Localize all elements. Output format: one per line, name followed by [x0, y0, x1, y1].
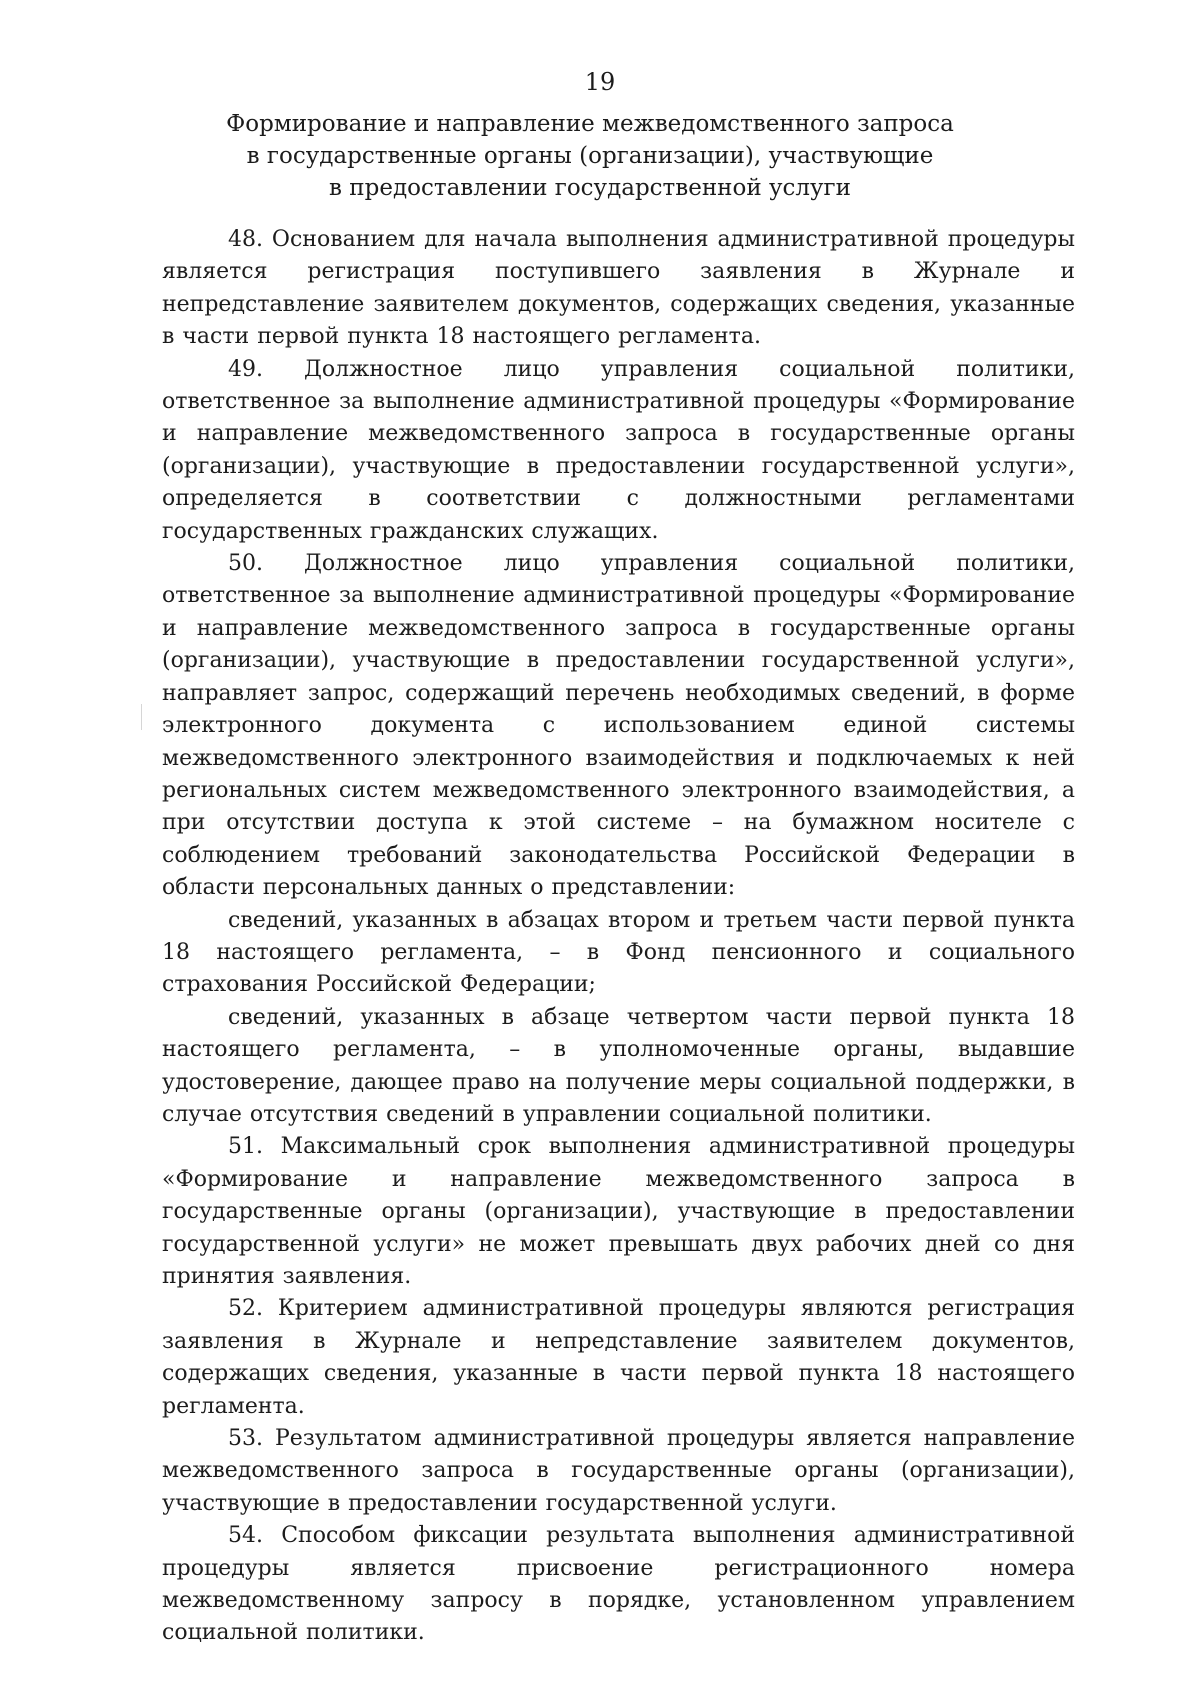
paragraph-49: 49. Должностное лицо управления социальной политики, ответственное за выполнение административной процедуры «Формирование и направление межведомственного запроса в государственные органы (организации), участвующие в предоставлении государственной услуги», определяется в соответствии с должностными регламентами государственных гражданских служащих. [162, 356, 1075, 544]
section-title-line: Формирование и направление межведомственного запроса [226, 111, 954, 137]
paragraph-50-item-1: сведений, указанных в абзацах втором и третьем части первой пункта 18 настоящего регламента, – в Фонд пенсионного и социального страхования Российской Федерации; [162, 907, 1075, 998]
paragraph-51: 51. Максимальный срок выполнения административной процедуры «Формирование и направление межведомственного запроса в государственные органы (организации), участвующие в предоставлении государственной услуги» не может превышать двух рабочих дней со дня принятия заявления. [162, 1134, 1075, 1289]
paragraph-48: 48. Основанием для начала выполнения административной процедуры является регистрация поступившего заявления в Журнале и непредставление заявителем документов, содержащих сведения, указанные в части первой пункта 18 настоящего регламента. [162, 227, 1075, 350]
section-title-line: в государственные органы (организации), участвующие [246, 143, 934, 169]
paragraph-54: 54. Способом фиксации результата выполнения административной процедуры является присвоение регистрационного номера межведомственному запросу в порядке, установленном управлением социальной политики. [162, 1523, 1075, 1646]
document-body [162, 224, 1075, 1650]
section-title-line: в предоставлении государственной услуги [329, 175, 851, 201]
section-title [160, 108, 1020, 204]
paragraph-50: 50. Должностное лицо управления социальной политики, ответственное за выполнение административной процедуры «Формирование и направление межведомственного запроса в государственные органы (организации), участвующие в предоставлении государственной услуги», направляет запрос, содержащий перечень необходимых сведений, в форме электронного документа с использованием единой системы межведомственного электронного взаимодействия и подключаемых к ней региональных систем межведомственного электронного взаимодействия, а при отсутствии доступа к этой системе – на бумажном носителе с соблюдением требований законодательства Российской Федерации в области персональных данных о представлении: [162, 551, 1075, 901]
paragraph-52: 52. Критерием административной процедуры являются регистрация заявления в Журнале и непредставление заявителем документов, содержащих сведения, указанные в части первой пункта 18 настоящего регламента. [162, 1296, 1075, 1419]
paragraph-50-item-2: сведений, указанных в абзаце четвертом части первой пункта 18 настоящего регламента, – в уполномоченные органы, выдавшие удостоверение, дающее право на получение меры социальной поддержки, в случае отсутствия сведений в управлении социальной политики. [162, 1004, 1075, 1127]
page-number: 19 [584, 68, 616, 96]
paragraph-53: 53. Результатом административной процедуры является направление межведомственного запроса в государственные органы (организации), участвующие в предоставлении государственной услуги. [162, 1426, 1075, 1516]
scan-artifact [141, 704, 142, 730]
